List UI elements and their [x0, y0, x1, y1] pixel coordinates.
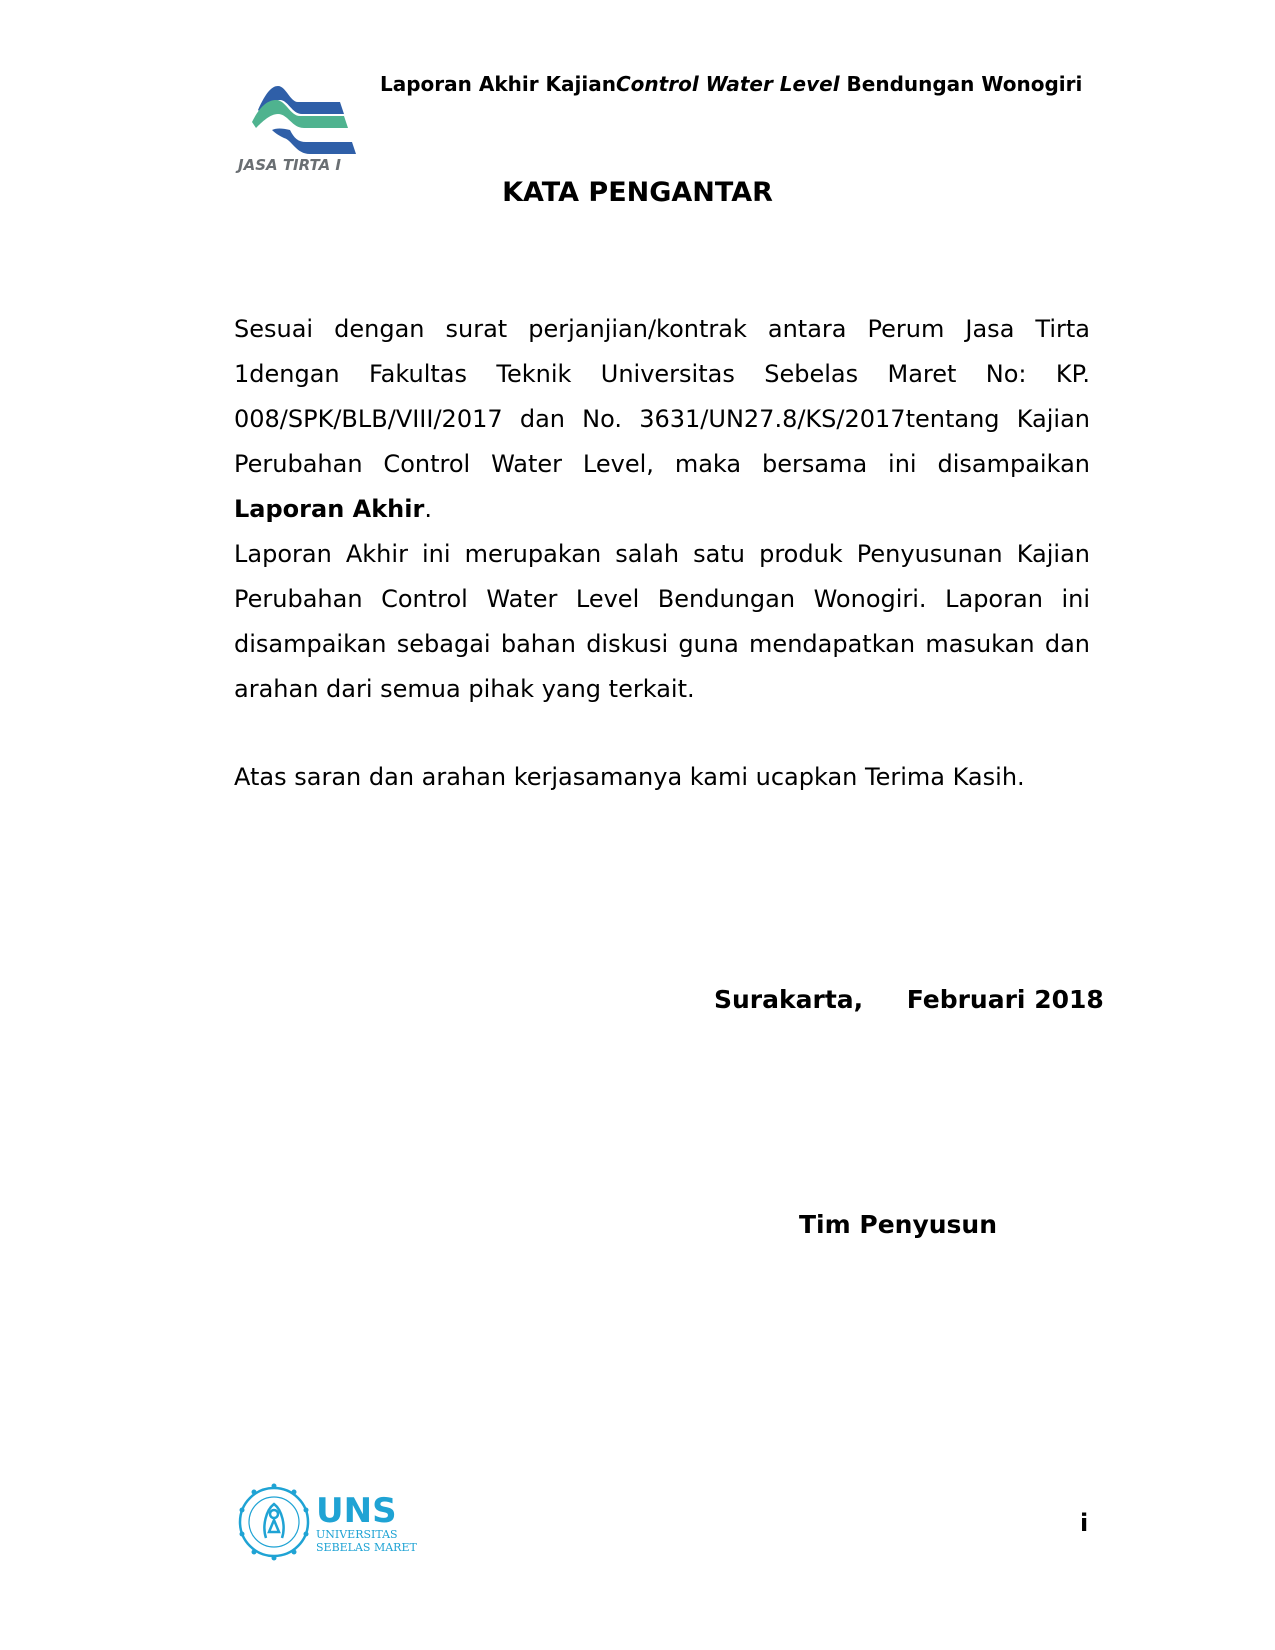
- signature: Tim Penyusun: [799, 1210, 998, 1239]
- uns-logo-line2: SEBELAS MARET: [316, 1541, 417, 1554]
- paragraph-1-end: .: [424, 495, 432, 523]
- logo-text: JASA TIRTA I: [238, 156, 341, 174]
- paragraph-1-bold: Laporan Akhir: [234, 495, 425, 523]
- header-title-part1: Laporan Akhir Kajian: [380, 72, 616, 96]
- date: Februari 2018: [906, 985, 1104, 1014]
- header-title-part2: Bendungan Wonogiri: [839, 72, 1083, 96]
- paragraph-1-text: Sesuai dengan surat perjanjian/kontrak antara Perum Jasa Tirta 1dengan Fakultas Teknik Universitas Sebelas Maret No: KP. 008/SPK/BLB/VIII/2017 dan No. 3631/UN27.8/KS/2017tentang Kajian Perubahan Control Water Level, maka bersama ini disampaikan: [234, 315, 1090, 478]
- uns-logo: [236, 1478, 417, 1568]
- place-date: [714, 985, 1104, 1014]
- uns-logo-text: UNS: [316, 1491, 397, 1531]
- jasa-tirta-logo: [236, 72, 376, 172]
- page-title: KATA PENGANTAR: [502, 177, 773, 208]
- page-number: i: [1080, 1509, 1089, 1537]
- place: Surakarta,: [714, 985, 864, 1014]
- uns-logo-line1: UNIVERSITAS: [316, 1528, 398, 1541]
- paragraph-1: [234, 307, 1090, 532]
- paragraph-2: Laporan Akhir ini merupakan salah satu produk Penyusunan Kajian Perubahan Control Water Level Bendungan Wonogiri. Laporan ini disampaikan sebagai bahan diskusi guna mendapatkan masukan dan arahan dari semua pihak yang terkait.: [234, 540, 1090, 703]
- header-title: [380, 72, 1082, 96]
- header-title-italic: Control Water Level: [616, 72, 840, 96]
- paragraph-3: Atas saran dan arahan kerjasamanya kami ucapkan Terima Kasih.: [234, 763, 1025, 791]
